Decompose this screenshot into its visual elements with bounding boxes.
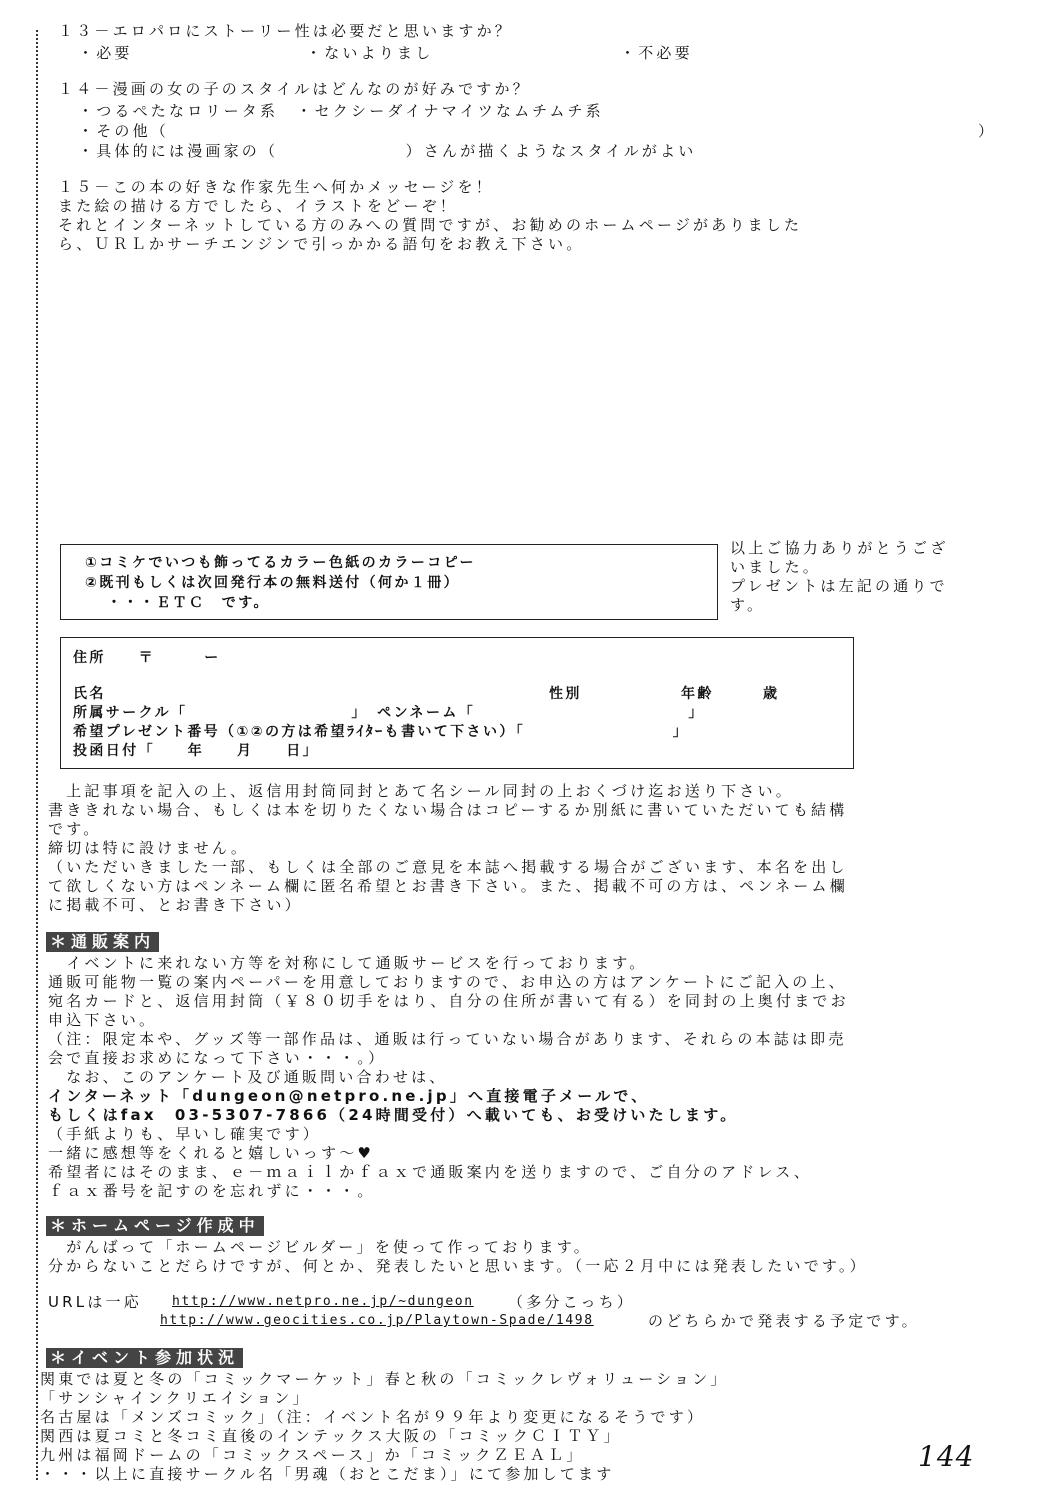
note-line6: て欲しくない方はペンネーム欄に匿名希望とお書き下さい。また、掲載不可の方は、ペンネーム欄	[48, 877, 848, 895]
note-line7: に掲載不可、とお書き下さい）	[48, 896, 303, 914]
homepage-line1: がんばって「ホームページビルダー」を使って作っております。	[48, 1238, 592, 1256]
mailorder-email: インターネット「dungeon@netpro.ne.jp」へ直接電子メールで、	[48, 1087, 650, 1105]
q14-option-other-close: ）	[978, 122, 997, 140]
cut-line	[36, 30, 38, 1480]
url-prefix: URLは一応	[48, 1293, 142, 1311]
note-line4: 締切は特に設けません。	[48, 839, 250, 857]
thanks-line2: いました。	[730, 558, 822, 576]
q14-option-artist: ・具体的には漫画家の（ ）さんが描くようなスタイルがよい	[78, 142, 697, 160]
thanks-line1: 以上ご協力ありがとうござ	[730, 539, 949, 557]
mailorder-line10: （手紙よりも、早いし確実です）	[48, 1125, 322, 1143]
present-item-3: ・・・ＥＴＣ です。	[107, 595, 270, 611]
mailorder-line3: 宛名カードと、返信用封筒（￥８０切手をはり、自分の住所が書いて有る）を同封の上奥付までお	[48, 992, 849, 1010]
question-15-line4: ら、ＵＲＬかサーチエンジンで引っかかる語句をお教え下さい。	[58, 235, 585, 253]
question-13: １３－エロパロにストーリー性は必要だと思いますか？	[58, 22, 514, 40]
gender-field: 性別	[549, 686, 582, 702]
homepage-line2: 分からないことだらけですが、何とか、発表したいと思います。（一応２月中には発表したいです。）	[48, 1257, 868, 1275]
note-line1: 上記事項を記入の上、返信用封筒同封とあて名シール同封の上おくづけ迄お送り下さい。	[48, 782, 794, 800]
events-line4: 関西は夏コミと冬コミ直後のインテックス大阪の「コミックＣＩＴＹ」	[40, 1427, 622, 1445]
homepage-header: ＊ホームページ作成中	[46, 1216, 264, 1236]
mailorder-header: ＊通販案内	[46, 932, 159, 952]
mailorder-line7: なお、このアンケート及び通販問い合わせは、	[48, 1068, 448, 1086]
q14-option-styles: ・つるぺたなロリータ系 ・セクシーダイナマイツなムチムチ系	[78, 102, 604, 120]
question-15-line2: また絵の描ける方でしたら、イラストをどーぞ！	[58, 197, 458, 215]
q13-option-necessary: ・必要	[78, 44, 133, 62]
url1-note: （多分こっち）	[508, 1293, 636, 1311]
question-15-line1: １５－この本の好きな作家先生へ何かメッセージを！	[58, 178, 494, 196]
mailorder-line4: 申込下さい。	[48, 1011, 158, 1029]
mailorder-line6: 会で直接お求めになって下さい・・・。）	[48, 1049, 387, 1067]
mailorder-line13: ｆａｘ番号を記すのを忘れずに・・・。	[48, 1182, 376, 1200]
mailorder-line5: （注：限定本や、グッズ等一部作品は、通販は行っていない場合があります、それらの本誌は即売	[48, 1030, 847, 1048]
note-line3: です。	[48, 820, 102, 838]
mailorder-line11: 一緒に感想等をくれると嬉しいっす～♥	[48, 1144, 375, 1162]
note-line2: 書ききれない場合、もしくは本を切りたくない場合はコピーするか別紙に書いていただいても結構	[48, 801, 848, 819]
url2-note: のどちらかで発表する予定です。	[648, 1312, 920, 1330]
entry-form-box	[60, 637, 854, 769]
mailorder-line1: イベントに来れない方等を対称にして通販サービスを行っております。	[48, 954, 648, 972]
q13-option-better-than-none: ・ないよりまし	[306, 44, 434, 62]
mailorder-line2: 通販可能物一覧の案内ペーパーを用意しておりますので、お申込の方はアンケートにご記入の上、	[48, 973, 847, 991]
page-number: 144	[918, 1440, 975, 1473]
note-line5: （いただいきました一部、もしくは全部のご意見を本誌へ掲載する場合がございます、本名を出し	[48, 858, 848, 876]
events-header: ＊イベント参加状況	[46, 1348, 243, 1368]
address-field: 住所 〒 ー	[73, 650, 221, 666]
age-field: 年齢 歳	[681, 686, 780, 702]
homepage-url-1[interactable]: http://www.netpro.ne.jp/~dungeon	[172, 1294, 474, 1309]
post-date-field: 投函日付「 年 月 日」	[73, 743, 319, 759]
present-number-field: 希望プレゼント番号（①②の方は希望ﾗｲﾀｰも書いて下さい）「 」	[73, 724, 690, 740]
events-line1: 関東では夏と冬の「コミックマーケット」春と秋の「コミックレヴォリューション」	[40, 1370, 729, 1388]
events-line5: 九州は福岡ドームの「コミックスペース」か「コミックＺＥＡＬ」	[40, 1446, 585, 1464]
thanks-line4: す。	[730, 596, 766, 614]
circle-penname-field: 所属サークル「 」 ペンネーム「 」	[73, 705, 705, 721]
name-field: 氏名	[73, 686, 106, 702]
mailorder-fax: もしくはfax 03-5307-7866（24時間受付）へ載いても、お受けいたします。	[48, 1106, 739, 1124]
present-item-1: ①コミケでいつも飾ってるカラー色紙のカラーコピー	[85, 555, 476, 571]
events-line6: ・・・以上に直接サークル名「男魂（おとこだま）」にて参加してます	[40, 1465, 615, 1483]
question-14: １４－漫画の女の子のスタイルはどんなのが好みですか？	[58, 80, 531, 98]
question-15-line3: それとインターネットしている方のみへの質問ですが、お勧めのホームページがありました	[58, 216, 803, 234]
present-item-2: ②既刊もしくは次回発行本の無料送付（何か１冊）	[85, 575, 461, 591]
events-line2: 「サンシャインクリエイション」	[40, 1389, 311, 1407]
q13-option-unnecessary: ・不必要	[620, 44, 693, 62]
mailorder-line12: 希望者にはそのまま、ｅ－ｍａｉｌかｆａｘで通販案内を送りますので、ご自分のアドレス、	[48, 1163, 813, 1181]
thanks-line3: プレゼントは左記の通りで	[730, 577, 948, 595]
homepage-url-2[interactable]: http://www.geocities.co.jp/Playtown-Spade/1498	[160, 1313, 594, 1328]
present-box	[60, 544, 718, 620]
events-line3: 名古屋は「メンズコミック」（注：イベント名が９９年より変更になるそうです）	[40, 1408, 706, 1426]
q14-option-other: ・その他（	[78, 122, 170, 140]
